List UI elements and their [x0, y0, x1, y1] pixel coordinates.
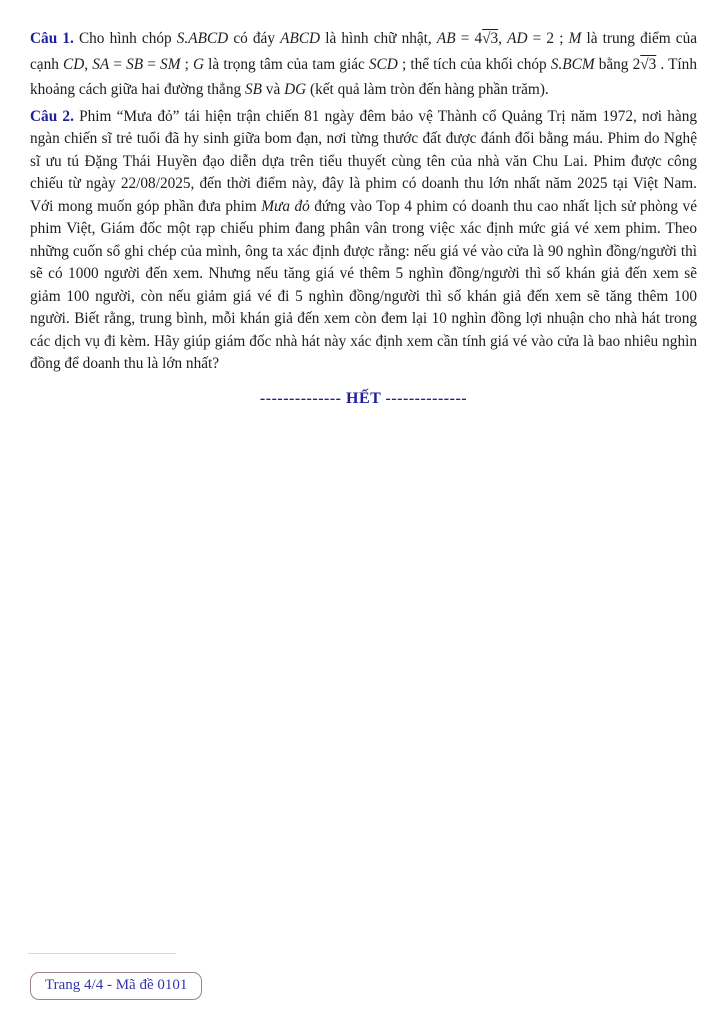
- text-run: = 2 ;: [527, 30, 569, 47]
- question-1-paragraph: [30, 26, 697, 103]
- text-run: CD: [63, 55, 85, 73]
- text-run: ; thể tích của khối chóp: [397, 55, 551, 73]
- text-run: ;: [180, 55, 193, 73]
- text-run: DG: [284, 81, 307, 98]
- text-run: AB: [436, 30, 456, 47]
- text-run: . Tính khoảng cách giữa hai đường thẳng: [30, 55, 697, 98]
- question-1-label: Câu 1.: [30, 30, 74, 47]
- text-run: S.BCM: [550, 55, 595, 73]
- text-run: bằng 2: [594, 55, 641, 73]
- text-run: SCD: [368, 55, 398, 73]
- text-run: SB: [244, 81, 262, 98]
- text-run: AD: [507, 30, 528, 47]
- exam-content: [30, 26, 697, 408]
- text-run: Cho hình chóp: [73, 30, 177, 47]
- text-run: và: [261, 81, 285, 98]
- text-run: SA: [92, 55, 110, 73]
- text-run: G: [192, 55, 205, 73]
- end-marker: -------------- HẾT --------------: [259, 389, 468, 407]
- text-run: đứng vào Top 4 phim có doanh thu cao nhất lịch sử phòng vé phim Việt, Giám đốc một rạp chiếu phim đang phân vân trong việc xác định mức giá vé xem phim. Theo những cuốn sổ ghi chép của mình, ông ta xác định được rằng: nếu giá vé vào cửa là 90 nghìn đồng/người thì sẽ có 1000 người đến xem. Nhưng nếu tăng giá vé thêm 5 nghìn đồng/người thì số khán giả đến xem sẽ giảm 100 người, còn nếu giảm giá vé đi 5 nghìn đồng/người thì số khán giả đến xem sẽ tăng thêm 100 người. Biết rằng, trung bình, mỗi khán giả đến xem còn đem lại 10 nghìn đồng lợi nhuận cho nhà hát trong các dịch vụ đi kèm. Hãy giúp giám đốc nhà hát này xác định xem cần tính giá vé vào cửa là bao nhiêu nghìn đồng để doanh thu là lớn nhất?: [30, 197, 697, 372]
- radical-4-sqrt-3: √3: [482, 30, 499, 47]
- radical-2-sqrt-3: √3: [640, 55, 657, 73]
- text-run: có đáy: [228, 30, 281, 47]
- text-run: Phim “Mưa đỏ” tái hiện trận chiến 81 ngày đêm bảo vệ Thành cổ Quảng Trị năm 1972, nơi hàng ngàn chiến sĩ trẻ tuổi đã hy sinh giữa bom đạn, nơi từng thước đất được đánh đổi bằng máu. Phim do Nghệ sĩ ưu tú Đặng Thái Huyền đạo diễn dựa trên tiểu thuyết cùng tên của nhà văn Chu Lai. Phim được công chiếu từ ngày 22/08/2025, đến thời điểm này, đây là phim có doanh thu lớn nhất năm 2025 tại Việt Nam. Với mong muốn góp phần đưa phim: [30, 107, 697, 215]
- text-run: là trọng tâm của tam giác: [204, 55, 369, 73]
- page-number-label: Trang 4/4 - Mã đề 0101: [45, 977, 188, 993]
- text-run: =: [109, 55, 127, 73]
- text-run: là hình chữ nhật,: [320, 30, 437, 47]
- text-run: (kết quả làm tròn đến hàng phần trăm).: [306, 81, 549, 98]
- footer-divider: [28, 953, 176, 954]
- text-run: M: [568, 30, 582, 47]
- text-run: SB: [126, 55, 144, 73]
- page-footer-badge: [30, 972, 202, 1000]
- text-run: S.ABCD: [176, 30, 229, 47]
- movie-title: Mưa đỏ: [261, 197, 310, 215]
- question-2-paragraph: [30, 106, 697, 376]
- text-run: SM: [160, 55, 181, 73]
- text-run: ABCD: [280, 30, 321, 47]
- text-run: ,: [498, 30, 508, 47]
- text-run: là trung điểm của cạnh: [30, 30, 698, 73]
- text-run: ,: [84, 55, 93, 73]
- question-2-label: Câu 2.: [30, 107, 74, 125]
- text-run: =: [143, 55, 161, 73]
- text-run: = 4: [455, 30, 483, 47]
